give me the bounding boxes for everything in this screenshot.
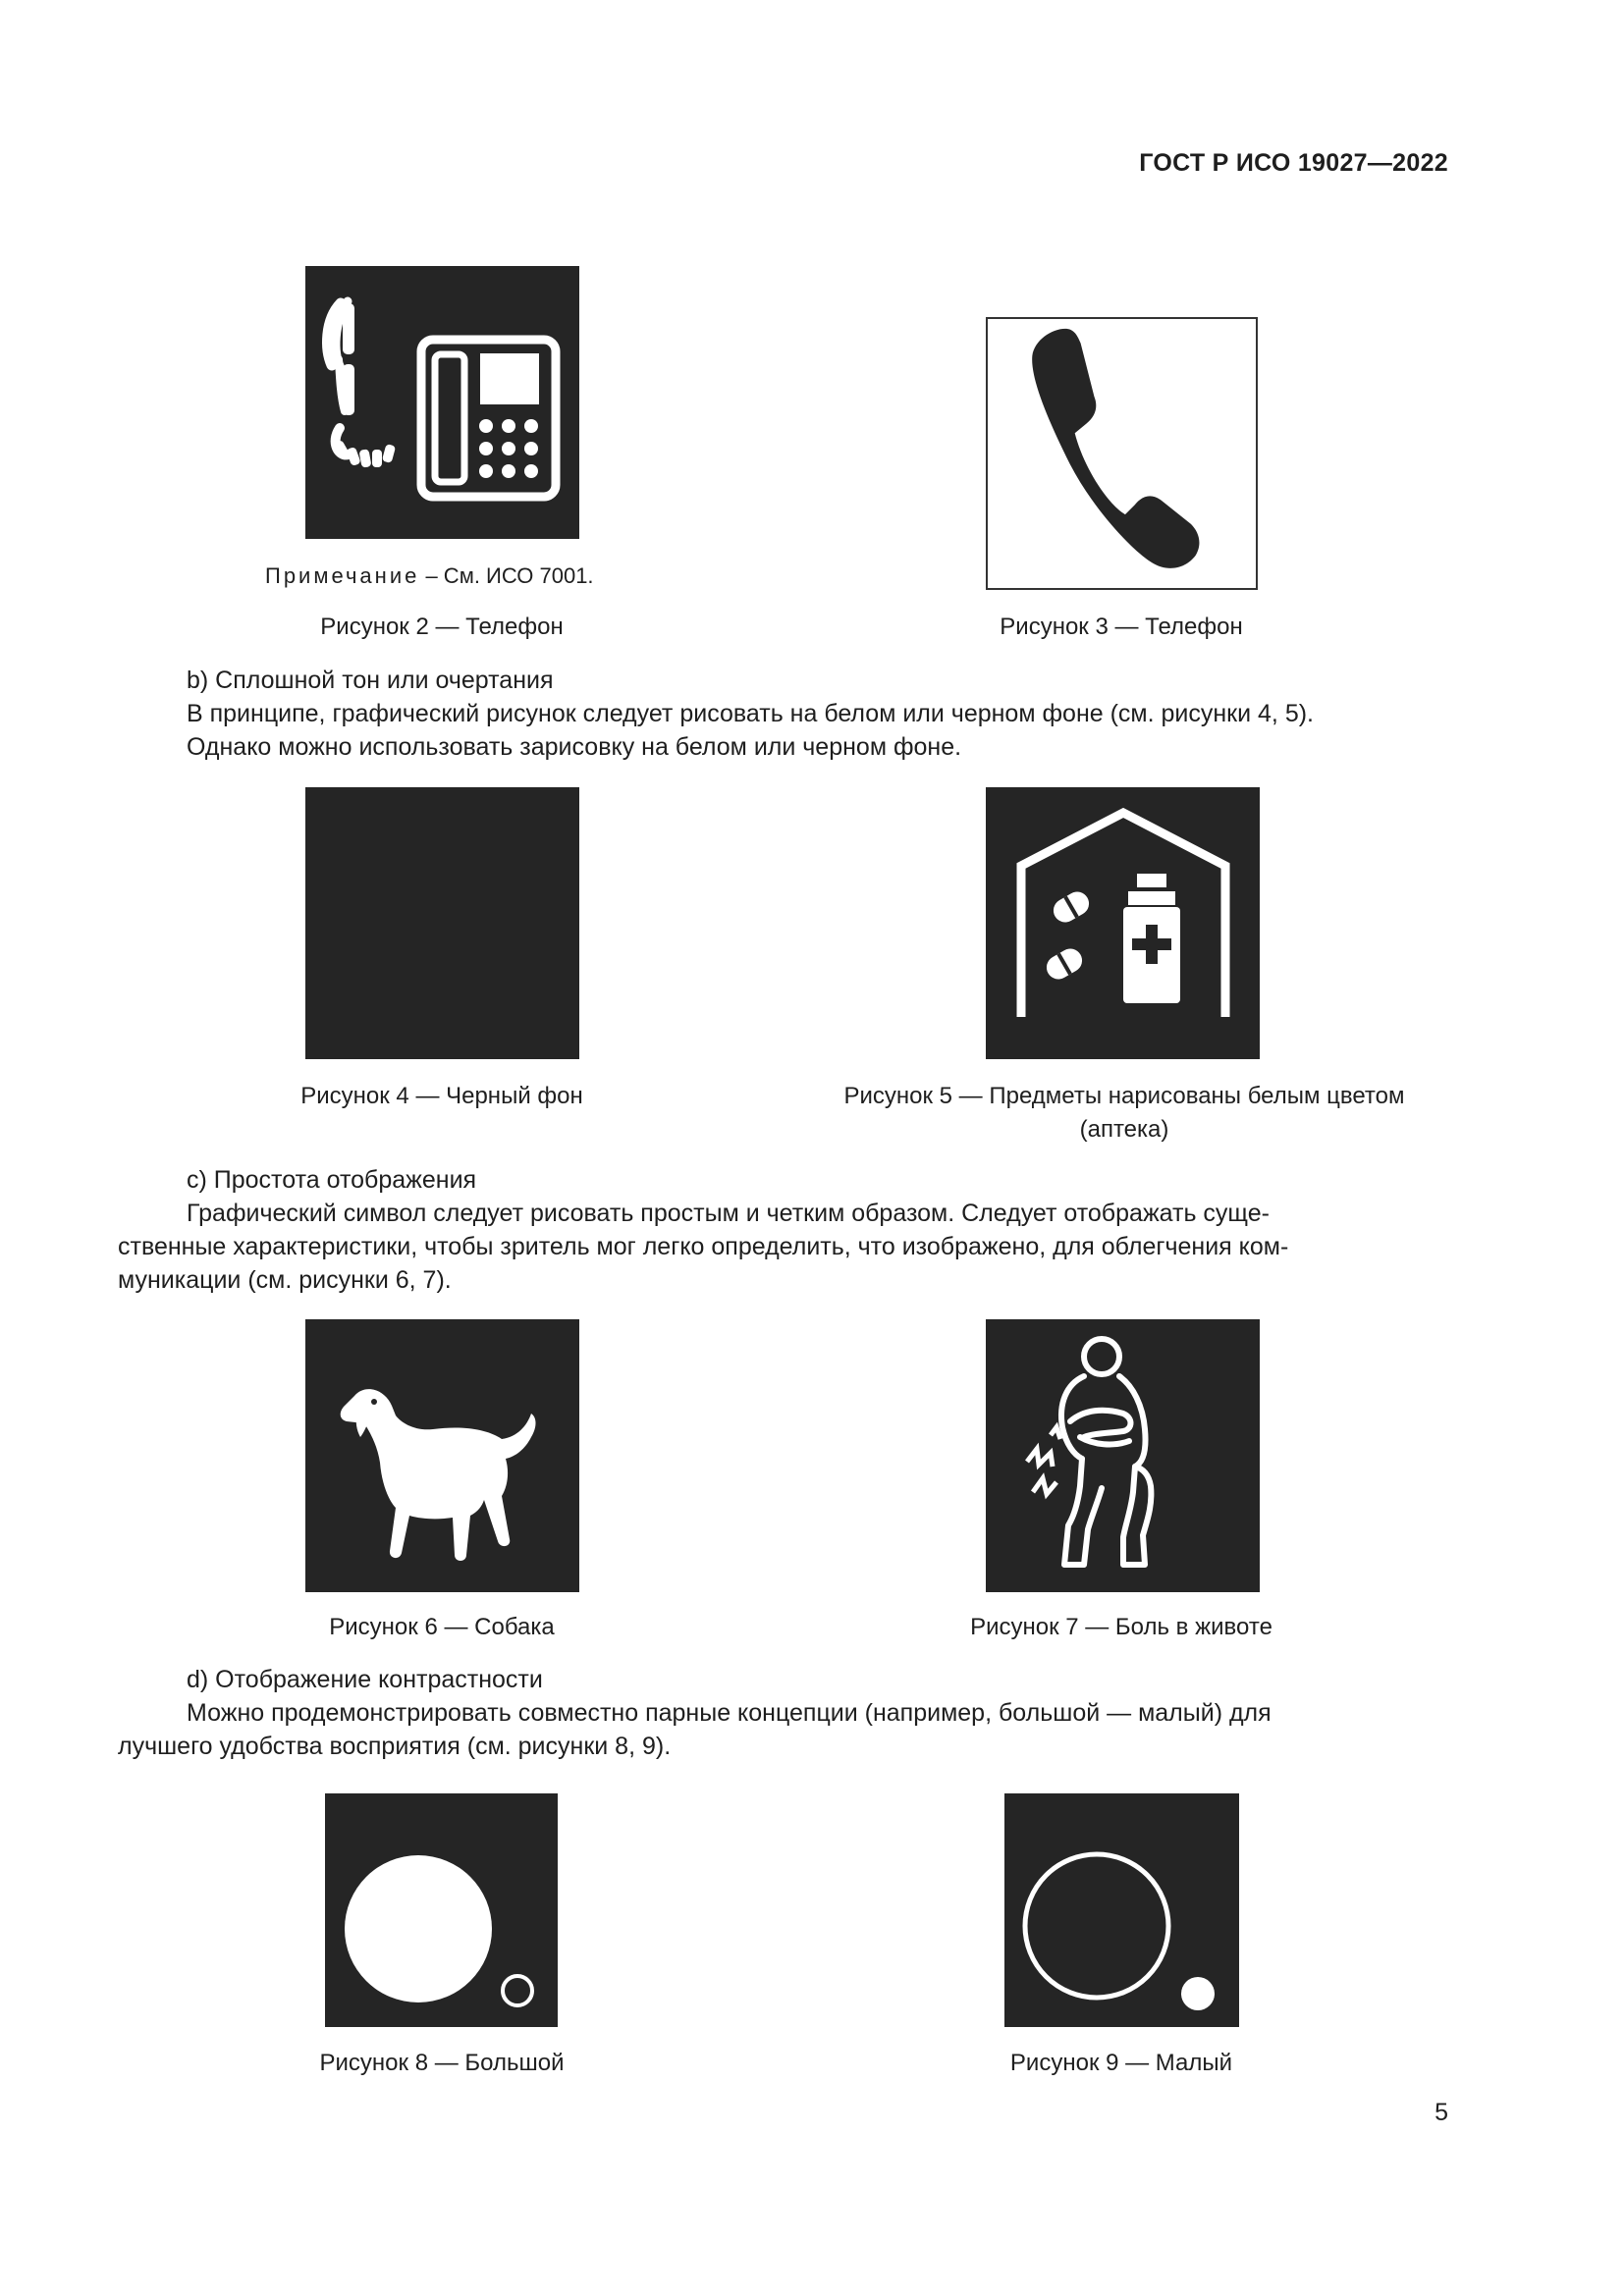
- section-c-line-3: муникации (см. рисунки 6, 7).: [118, 1266, 452, 1294]
- figure-2-caption: Рисунок 2 — Телефон: [320, 614, 564, 640]
- black-background-figure: [305, 787, 579, 1059]
- figure-5-caption-line-1: Рисунок 5 — Предметы нарисованы белым цветом: [843, 1083, 1405, 1109]
- stomach-pain-icon: [986, 1319, 1260, 1592]
- figure-note: [265, 563, 628, 589]
- page-number: 5: [1435, 2099, 1448, 2126]
- section-b-heading: b) Сплошной тон или очертания: [187, 667, 554, 694]
- section-c-heading: c) Простота отображения: [187, 1166, 477, 1194]
- document-id: ГОСТ Р ИСО 19027—2022: [1139, 149, 1448, 177]
- telephone-desk-icon: [305, 266, 579, 539]
- large-circle-icon: [325, 1793, 558, 2027]
- note-label: Примечание: [265, 563, 420, 588]
- section-c-line-2: ственные характеристики, чтобы зритель мог легко определить, что изображено, для облегчения ком-: [118, 1233, 1289, 1260]
- telephone-handset-icon: [986, 317, 1258, 590]
- section-b-line-2: Однако можно использовать зарисовку на белом или черном фоне.: [187, 733, 962, 761]
- figure-9-caption: Рисунок 9 — Малый: [1009, 2050, 1233, 2076]
- pharmacy-icon: [986, 787, 1260, 1059]
- note-text: – См. ИСО 7001.: [419, 563, 594, 588]
- figure-6-caption: Рисунок 6 — Собака: [329, 1614, 555, 1640]
- section-d-line-1: Можно продемонстрировать совместно парные концепции (например, большой — малый) для: [187, 1699, 1272, 1727]
- dog-icon: [305, 1319, 579, 1592]
- small-circle-icon: [1004, 1793, 1239, 2027]
- section-c-line-1: Графический символ следует рисовать простым и четким образом. Следует отображать суще-: [187, 1200, 1270, 1227]
- section-b-line-1: В принципе, графический рисунок следует рисовать на белом или черном фоне (см. рисунки 4, 5).: [187, 700, 1314, 727]
- figure-7-caption: Рисунок 7 — Боль в животе: [970, 1614, 1272, 1640]
- section-d-heading: d) Отображение контрастности: [187, 1666, 543, 1693]
- figure-8-caption: Рисунок 8 — Большой: [319, 2050, 565, 2076]
- section-d-line-2: лучшего удобства восприятия (см. рисунки 8, 9).: [118, 1733, 672, 1760]
- figure-3-caption: Рисунок 3 — Телефон: [1000, 614, 1243, 640]
- figure-4-caption: Рисунок 4 — Черный фон: [300, 1083, 583, 1109]
- figure-5-caption-line-2: (аптека): [1079, 1116, 1169, 1143]
